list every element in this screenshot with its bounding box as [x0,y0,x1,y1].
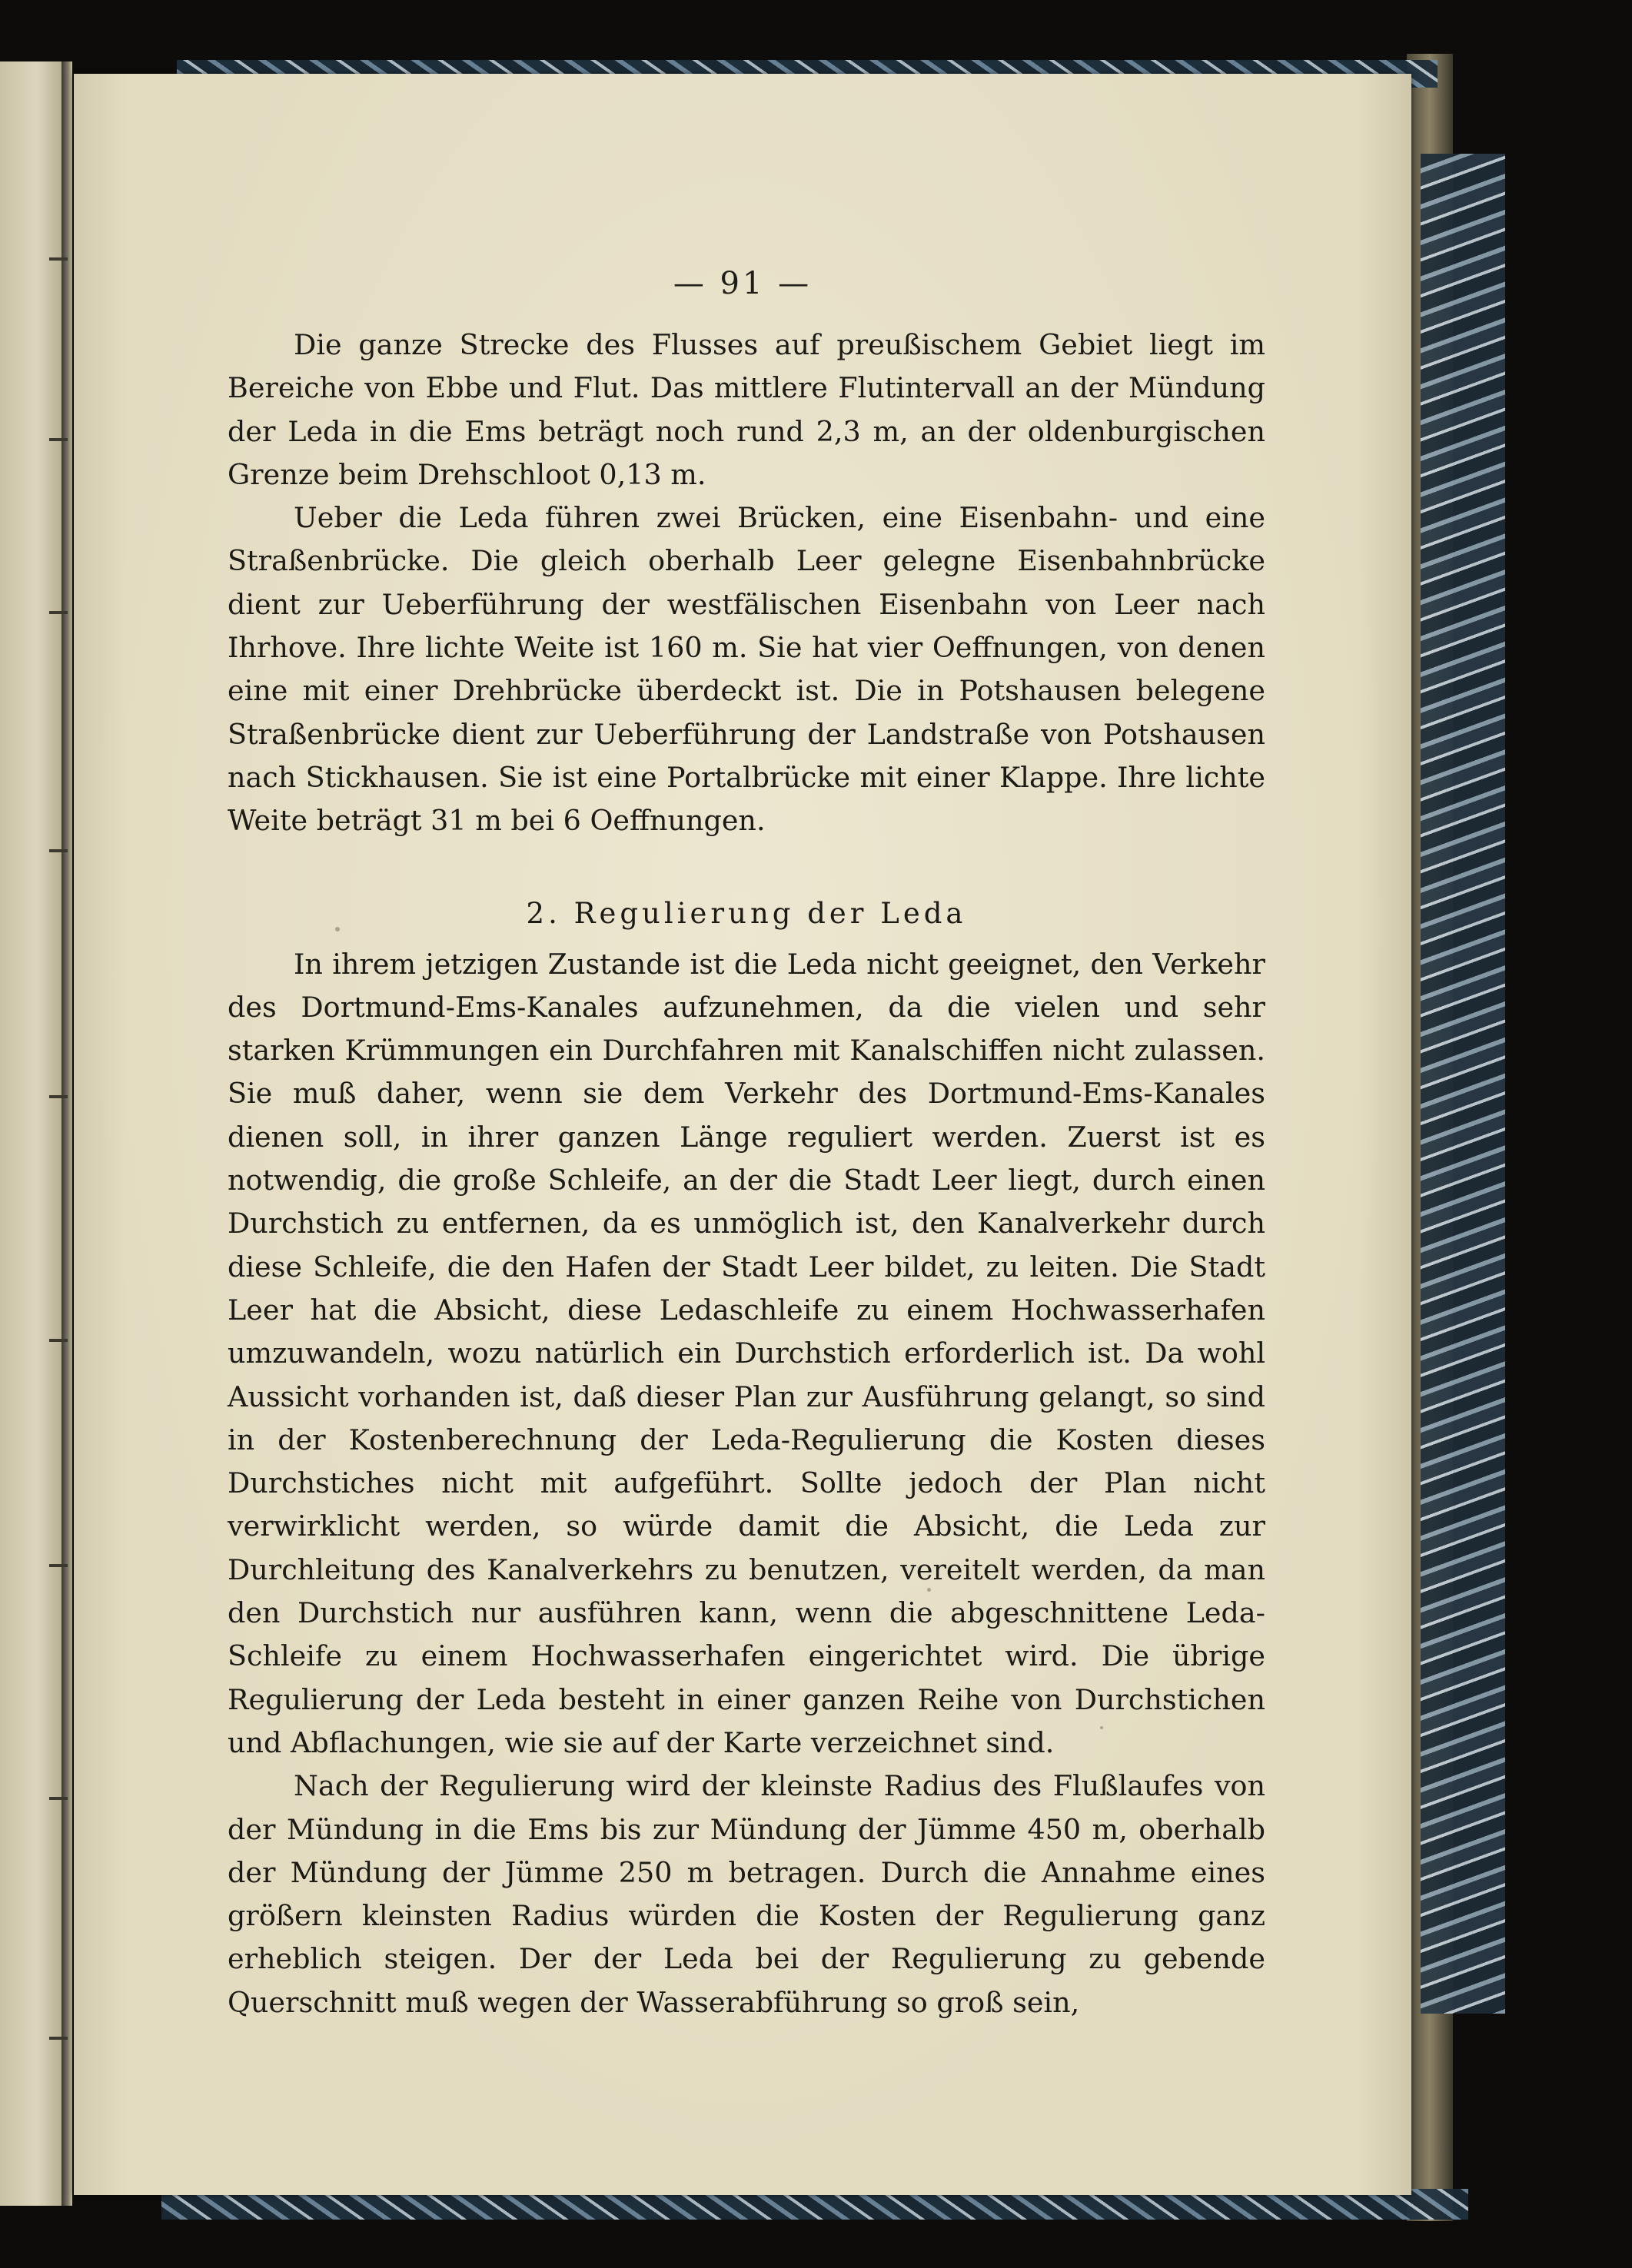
book-spine [61,61,72,2206]
paper-speck [335,927,340,931]
paragraph: Ueber die Leda führen zwei Brücken, eine Eisenbahn- und eine Straßenbrücke. Die gleich oberhalb Leer gelegne Eisenbahnbrücke dient zur Ueberführung der westfälischen Eisenbahn von Leer nach Ihrhove. Ihre lichte Weite ist 160 m. Sie hat vier Oeffnungen, von denen eine mit einer Drehbrücke überdeckt ist. Die in Potshausen belegene Straßenbrücke dient zur Ueberführung der Landstraße von Potshausen nach Stickhausen. Sie ist eine Portalbrücke mit einer Klappe. Ihre lichte Weite beträgt 31 m bei 6 Oeffnungen. [228,501,1265,838]
page-body [228,324,1265,2024]
binding-mark [49,438,68,441]
paper-speck [1100,1726,1103,1729]
binding-mark [49,2037,68,2040]
facing-page-edge [0,61,64,2206]
page-number: — 91 — [673,266,813,301]
binding-mark [49,1339,68,1342]
marbled-cover-right [1421,154,1505,2014]
book-page [74,74,1411,2195]
binding-mark [49,257,68,261]
paper-speck [927,1588,931,1592]
binding-mark [49,1564,68,1567]
paragraph: Die ganze Strecke des Flusses auf preußischem Gebiet liegt im Bereiche von Ebbe und Flut. Das mittlere Flutintervall an der Mündung der Leda in die Ems beträgt noch rund 2,3 m, an der oldenburgischen Grenze beim Drehschloot 0,13 m. [228,328,1265,491]
binding-mark [49,611,68,614]
binding-mark [49,1095,68,1098]
section-heading: 2. Regulierung der Leda [526,896,967,930]
paragraph: Nach der Regulierung wird der kleinste Radius des Flußlaufes von der Mündung in die Ems bis zur Mündung der Jümme 450 m, oberhalb der Mündung der Jümme 250 m betragen. Durch die Annahme eines größern kleinsten Radius würden die Kosten der Regulierung ganz erheblich steigen. Der der Leda bei der Regulierung zu gebende Querschnitt muß wegen der Wasserabführung so groß sein, [228,1769,1265,2019]
binding-mark [49,849,68,852]
binding-mark [49,1797,68,1800]
paragraph: In ihrem jetzigen Zustande ist die Leda nicht geeignet, den Verkehr des Dortmund-Ems-Kanales aufzunehmen, da die vielen und sehr starken Krümmungen ein Durchfahren mit Kanalschiffen nicht zulassen. Sie muß daher, wenn sie dem Verkehr des Dortmund-Ems-Kanales dienen soll, in ihrer ganzen Länge reguliert werden. Zuerst ist es notwendig, die große Schleife, an der die Stadt Leer liegt, durch einen Durchstich zu entfernen, da es unmöglich ist, den Kanalverkehr durch diese Schleife, die den Hafen der Stadt Leer bildet, zu leiten. Die Stadt Leer hat die Absicht, diese Ledaschleife zu einem Hochwasserhafen umzuwandeln, wozu natürlich ein Durchstich erforderlich ist. Da wohl Aussicht vorhanden ist, daß dieser Plan zur Ausführung gelangt, so sind in der Kostenberechnung der Leda-Regulierung die Kosten dieses Durchstiches nicht mit aufgeführt. Sollte jedoch der Plan nicht verwirklicht werden, so würde damit die Absicht, die Leda zur Durchleitung des Kanalverkehrs zu benutzen, vereitelt werden, da man den Durchstich nur ausführen kann, wenn die abgeschnittene Leda-Schleife zu einem Hochwasserhafen eingerichtet wird. Die übrige Regulierung der Leda besteht in einer ganzen Reihe von Durchstichen und Abflachungen, wie sie auf der Karte verzeichnet sind. [228,947,1265,1759]
